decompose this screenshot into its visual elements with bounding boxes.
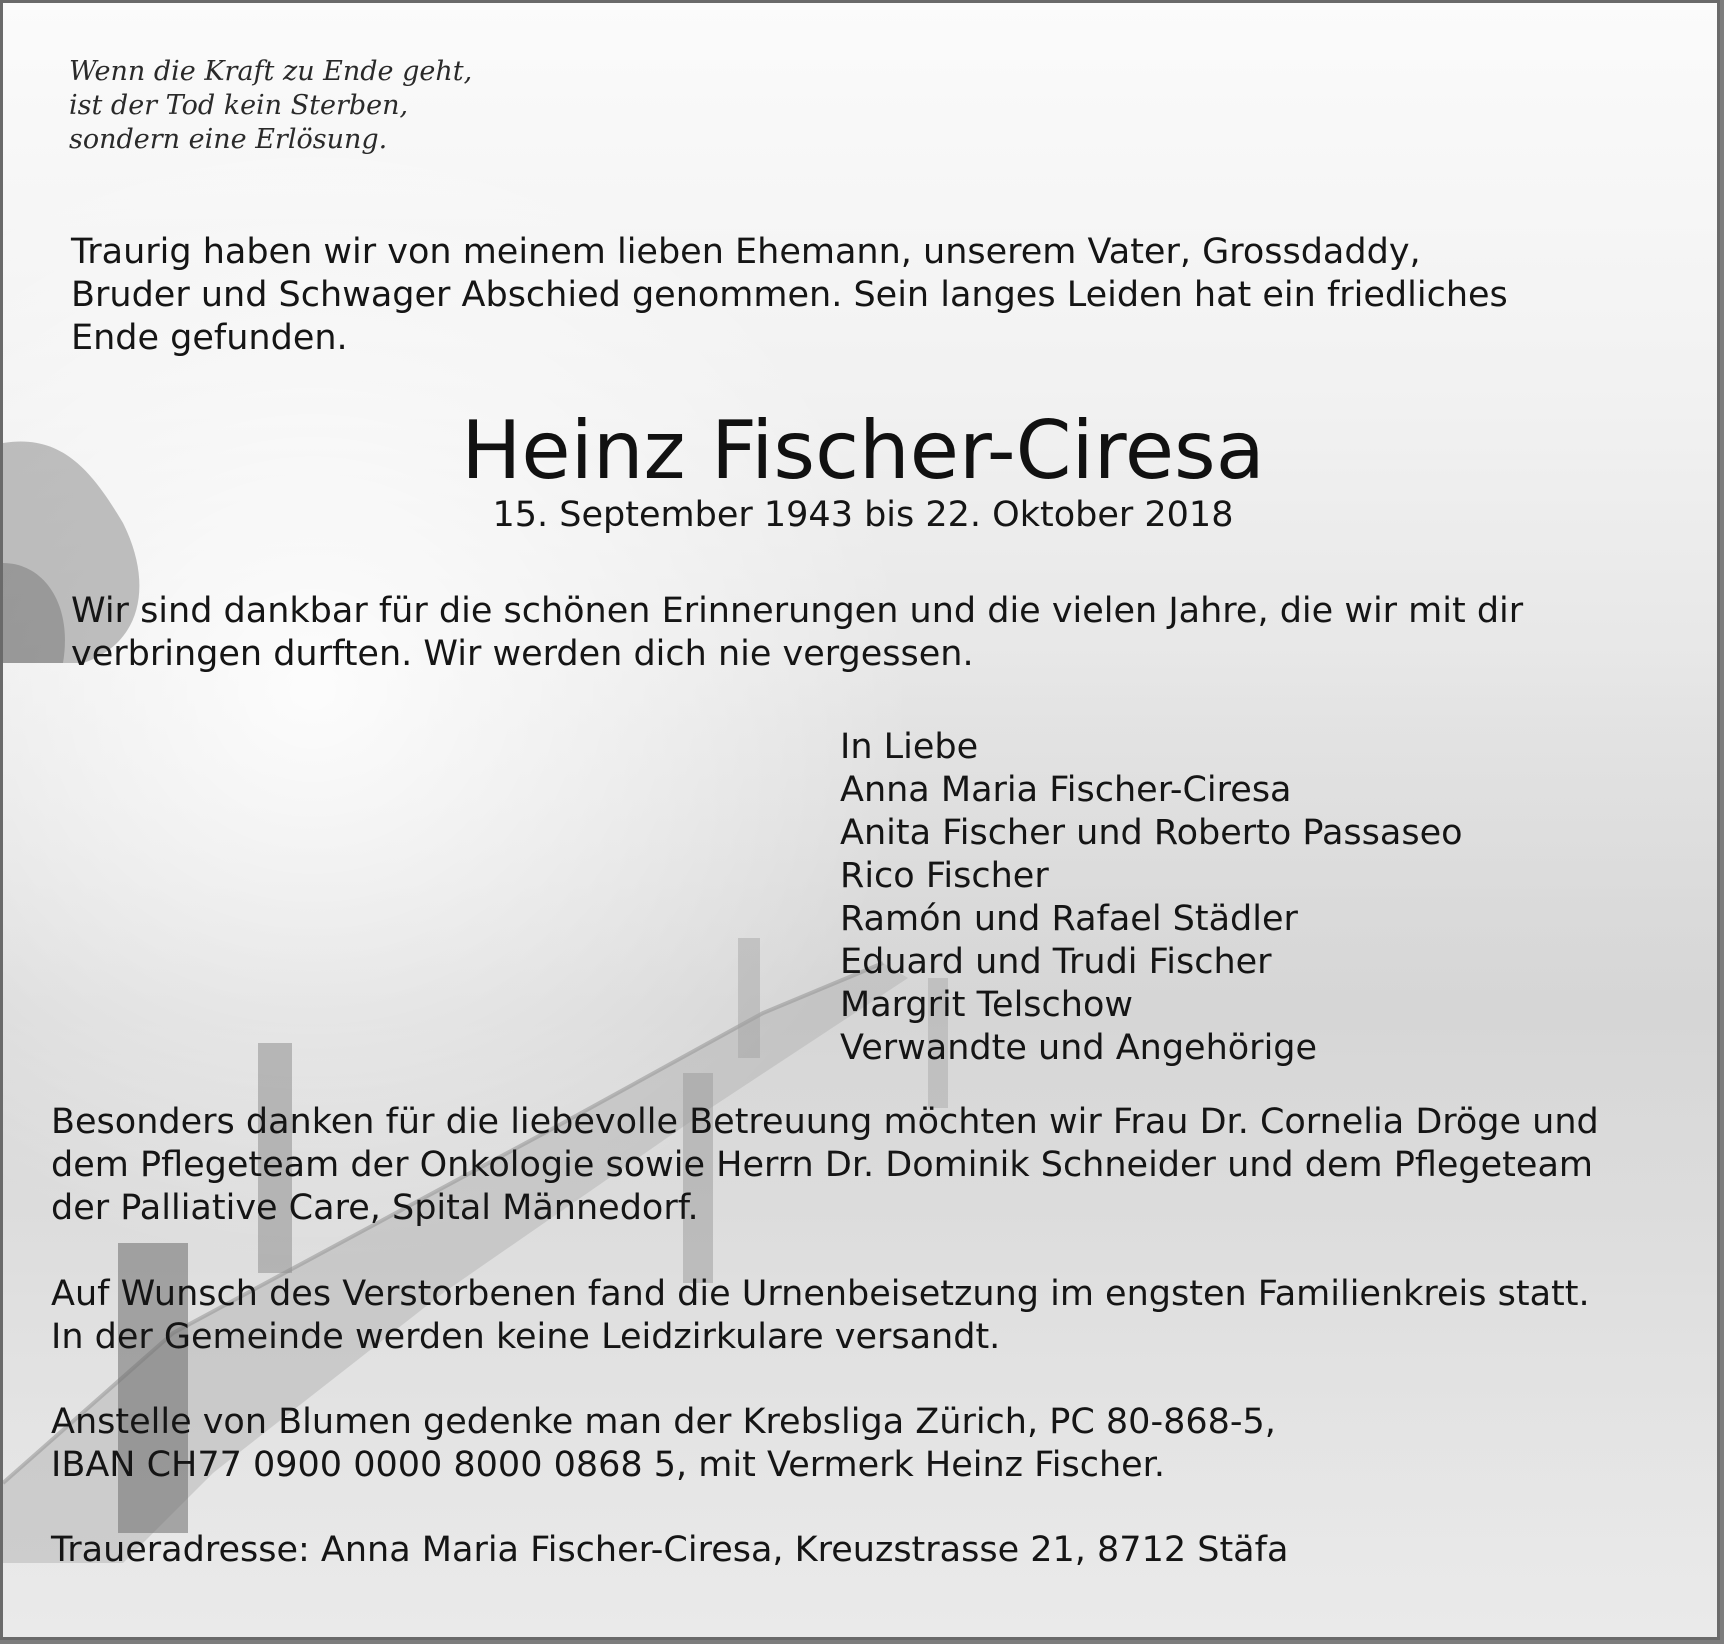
thanks-line: Besonders danken für die liebevolle Betreuung möchten wir Frau Dr. Cornelia Dröge und [51, 1102, 1599, 1142]
intro-paragraph [71, 231, 1508, 360]
life-dates: 15. September 1943 bis 22. Oktober 2018 [492, 495, 1234, 535]
signatory-line: Verwandte und Angehörige [840, 1028, 1318, 1068]
intro-line: Bruder und Schwager Abschied genommen. Sein langes Leiden hat ein friedliches [71, 275, 1508, 315]
funeral-line: In der Gemeinde werden keine Leidzirkulare versandt. [51, 1317, 1001, 1357]
deceased-name: Heinz Fischer-Ciresa [461, 404, 1265, 497]
motto-line: Wenn die Kraft zu Ende geht, [69, 56, 473, 87]
signatory-line: Rico Fischer [840, 856, 1049, 896]
signatory-line: In Liebe [840, 727, 979, 767]
signatory-line: Eduard und Trudi Fischer [840, 942, 1272, 982]
mourning-address: Traueradresse: Anna Maria Fischer-Ciresa, Kreuzstrasse 21, 8712 Stäfa [51, 1530, 1289, 1570]
signatory-line: Anita Fischer und Roberto Passaseo [840, 813, 1463, 853]
donation-paragraph [51, 1401, 1276, 1487]
motto-line: sondern eine Erlösung. [69, 124, 388, 155]
funeral-line: Auf Wunsch des Verstorbenen fand die Urnenbeisetzung im engsten Familienkreis statt. [51, 1274, 1590, 1314]
motto-line: ist der Tod kein Sterben, [69, 90, 409, 121]
gratitude-line: Wir sind dankbar für die schönen Erinnerungen und die vielen Jahre, die wir mit dir [71, 591, 1524, 631]
thanks-line: dem Pflegeteam der Onkologie sowie Herrn Dr. Dominik Schneider und dem Pflegeteam [51, 1145, 1593, 1185]
thanks-line: der Palliative Care, Spital Männedorf. [51, 1188, 699, 1228]
funeral-paragraph [51, 1273, 1590, 1359]
signatory-line: Anna Maria Fischer-Ciresa [840, 770, 1292, 810]
signatory-line: Margrit Telschow [840, 985, 1133, 1025]
intro-line: Traurig haben wir von meinem lieben Ehemann, unserem Vater, Grossdaddy, [71, 232, 1421, 272]
thanks-paragraph [51, 1101, 1599, 1230]
intro-line: Ende gefunden. [71, 318, 348, 358]
donation-line: Anstelle von Blumen gedenke man der Krebsliga Zürich, PC 80-868-5, [51, 1402, 1276, 1442]
gratitude-paragraph [71, 590, 1523, 676]
signatory-line: Ramón und Rafael Städler [840, 899, 1298, 939]
signatories-list [840, 726, 1463, 1070]
gratitude-line: verbringen durften. Wir werden dich nie vergessen. [71, 634, 974, 674]
donation-line: IBAN CH77 0900 0000 8000 0868 5, mit Vermerk Heinz Fischer. [51, 1445, 1165, 1485]
motto-quote [69, 55, 472, 157]
